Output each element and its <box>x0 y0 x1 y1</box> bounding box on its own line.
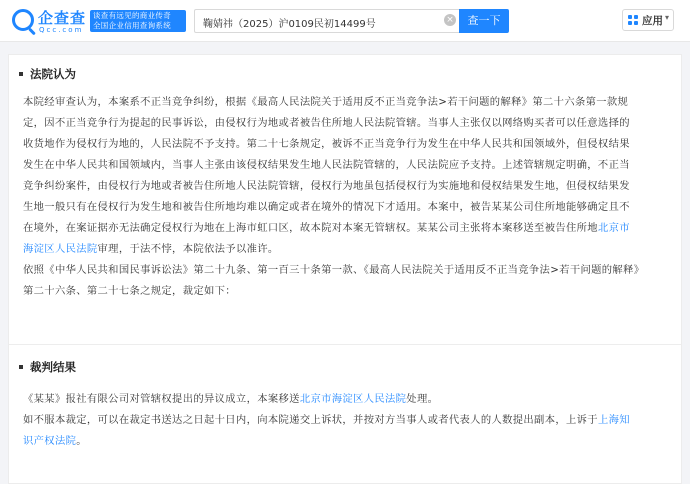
result-paragraph <box>23 389 675 452</box>
court-link[interactable]: 上海知 <box>597 414 630 426</box>
text-line <box>23 260 675 281</box>
text-segment: 审理，于法不悖，本院依法予以准许。 <box>97 243 279 255</box>
text-segment: 定，因不正当竞争行为提起的民事诉讼，由侵权行为地或者被告住所地人民法院管辖。当事人主张仅以网络购买者可以任意选择的 <box>23 117 630 129</box>
section-title-text: 裁判结果 <box>30 360 76 374</box>
slogan-line-1: 谈查有远见的商业传奇 <box>93 10 171 20</box>
section-divider <box>9 344 681 345</box>
court-link[interactable]: 北京市海淀区人民法院 <box>299 393 407 405</box>
qcc-logo[interactable] <box>12 7 92 35</box>
text-line <box>23 281 675 302</box>
close-circle-icon[interactable]: × <box>444 14 456 26</box>
text-segment: 如不服本裁定，可以在裁定书送达之日起十日内，向本院递交上诉状，并按对方当事人或者代表人的人数提出副本，上诉于 <box>23 414 598 426</box>
slogan-line-2: 全国企业信用查询系统 <box>93 21 171 30</box>
text-line <box>23 176 675 197</box>
text-line <box>23 239 675 260</box>
text-line <box>23 92 675 113</box>
text-line <box>23 197 675 218</box>
text-line <box>23 218 675 239</box>
court-link[interactable]: 识产权法院 <box>23 435 77 447</box>
text-segment: 生地一般只有在侵权行为发生地和被告住所地均难以确定或者在境外的情况下才适用。本案中，被告某某公司住所地能够确定且不 <box>23 201 630 213</box>
bullet-icon <box>19 365 23 369</box>
chevron-down-icon: ▾ <box>665 13 670 22</box>
text-line <box>23 155 675 176</box>
text-segment: 。 <box>76 435 87 447</box>
search-button[interactable]: 查一下 <box>459 9 509 33</box>
text-line <box>23 113 675 134</box>
bullet-icon <box>19 72 23 76</box>
slogan-badge <box>90 10 186 32</box>
logo-domain: Qcc.com <box>39 26 84 34</box>
text-line <box>23 410 675 431</box>
text-segment: 本院经审查认为，本案系不正当竞争纠纷，根据《最高人民法院关于适用反不正当竞争法>若干问题的解释》第二十六条第一款规 <box>23 96 629 108</box>
text-segment: 在境外，在案证据亦无法确定侵权行为地在上海市虹口区，故本院对本案无管辖权。某某公司主张将本案移送至被告住所地 <box>23 222 598 234</box>
section-title-result <box>19 359 76 375</box>
logo-name: 企查查 <box>38 9 87 27</box>
court-link[interactable]: 北京市 <box>597 222 630 234</box>
text-segment: 处理。 <box>406 393 439 405</box>
text-segment: 收货地作为侵权行为地的，人民法院不予支持。第二十七条规定，被诉不正当竞争行为发生在中华人民共和国领域外，但侵权结果 <box>23 138 630 150</box>
text-segment: 《某某》报社有限公司对管辖权提出的异议成立，本案移送 <box>23 393 300 405</box>
text-segment: 发生在中华人民共和国领域内，当事人主张由该侵权结果发生地人民法院管辖的，人民法院应予支持。上述管辖规定明确，不正当 <box>23 159 630 171</box>
text-segment: 第二十六条、第二十七条之规定，裁定如下： <box>23 285 236 297</box>
section-title-opinion <box>19 66 76 82</box>
judgment-card <box>8 54 682 484</box>
search-input[interactable]: 鞠婧祎（2025）沪0109民初14499号 <box>194 9 459 33</box>
text-line <box>23 431 675 452</box>
magnifier-logo-icon <box>12 9 34 31</box>
text-segment: 依照《中华人民共和国民事诉讼法》第二十九条、第一百三十条第一款、《最高人民法院关于适用反不正当竞争法>若干问题的解释》 <box>23 264 645 276</box>
court-link[interactable]: 海淀区人民法院 <box>23 243 98 255</box>
text-line <box>23 134 675 155</box>
grid-icon <box>628 15 639 26</box>
top-header <box>0 0 690 42</box>
apps-label: 应用 <box>642 15 663 27</box>
text-segment: 竞争纠纷案件，由侵权行为地或者被告住所地人民法院管辖，侵权行为地虽包括侵权行为实施地和侵权结果发生地，但侵权结果发 <box>23 180 630 192</box>
text-line <box>23 389 675 410</box>
apps-menu-button[interactable] <box>622 9 674 31</box>
opinion-paragraph <box>23 92 675 302</box>
section-title-text: 法院认为 <box>30 67 76 81</box>
